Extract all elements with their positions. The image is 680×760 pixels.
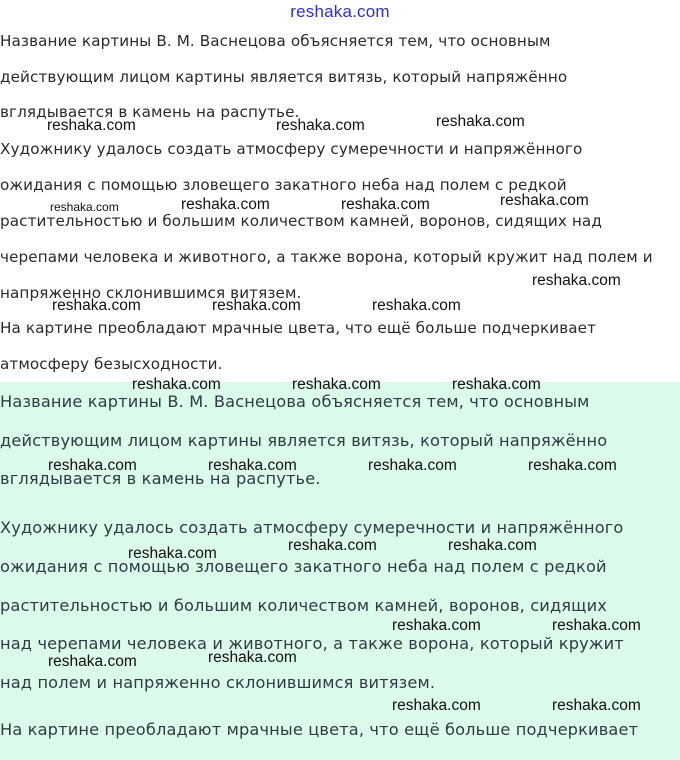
watermark: reshaka.com — [532, 272, 621, 289]
watermark: reshaka.com — [276, 117, 365, 134]
text-line: над черепами человека и животного, а также ворона, который кружит — [0, 634, 624, 653]
watermark: reshaka.com — [50, 200, 119, 214]
watermark: reshaka.com — [500, 192, 589, 209]
text-line: ожидания с помощью зловещего закатного неба над полем с редкой — [0, 176, 567, 194]
watermark: reshaka.com — [552, 697, 641, 714]
watermark: reshaka.com — [48, 653, 137, 670]
watermark: reshaka.com — [52, 297, 141, 314]
watermark: reshaka.com — [288, 537, 377, 554]
text-line: вглядывается в камень на распутье. — [0, 103, 300, 121]
text-line: атмосферу безысходности. — [0, 355, 223, 373]
text-line: черепами человека и животного, а также ворона, который кружит над полем и — [0, 248, 653, 266]
text-line: растительностью и большим количеством камней, воронов, сидящих над — [0, 212, 602, 230]
text-line: На картине преобладают мрачные цвета, что ещё больше подчеркивает — [0, 319, 597, 337]
watermark: reshaka.com — [436, 113, 525, 130]
text-line: Художнику удалось создать атмосферу сумеречности и напряжённого — [0, 140, 583, 158]
watermark: reshaka.com — [181, 196, 270, 213]
text-line: ожидания с помощью зловещего закатного неба над полем с редкой — [0, 557, 607, 576]
text-line: На картине преобладают мрачные цвета, что ещё больше подчеркивает — [0, 720, 639, 739]
watermark: reshaka.com — [48, 457, 137, 474]
watermark: reshaka.com — [212, 297, 301, 314]
watermark: reshaka.com — [392, 617, 481, 634]
text-line: растительностью и большим количеством камней, воронов, сидящих — [0, 596, 607, 615]
watermark: reshaka.com — [208, 457, 297, 474]
text-line: Художнику удалось создать атмосферу сумеречности и напряжённого — [0, 518, 624, 537]
text-line: Название картины В. М. Васнецова объясняется тем, что основным — [0, 392, 590, 411]
watermark: reshaka.com — [372, 297, 461, 314]
text-line: действующим лицом картины является витязь, который напряжённо — [0, 68, 568, 86]
watermark: reshaka.com — [128, 545, 217, 562]
text-line: вглядывается в камень на распутье. — [0, 469, 321, 488]
watermark: reshaka.com — [528, 457, 617, 474]
watermark: reshaka.com — [368, 457, 457, 474]
text-line: Название картины В. М. Васнецова объясняется тем, что основным — [0, 32, 551, 50]
watermark: reshaka.com — [392, 697, 481, 714]
site-brand: reshaka.com — [290, 2, 390, 21]
watermark: reshaka.com — [292, 376, 381, 393]
watermark: reshaka.com — [552, 617, 641, 634]
watermark: reshaka.com — [448, 537, 537, 554]
text-line: напряженно склонившимся витязем. — [0, 284, 302, 302]
watermark: reshaka.com — [132, 376, 221, 393]
text-line: действующим лицом картины является витязь, который напряжённо — [0, 431, 608, 450]
watermark: reshaka.com — [452, 376, 541, 393]
watermark: reshaka.com — [341, 196, 430, 213]
watermark: reshaka.com — [208, 649, 297, 666]
text-line: над полем и напряженно склонившимся витязем. — [0, 673, 436, 692]
watermark: reshaka.com — [47, 117, 136, 134]
